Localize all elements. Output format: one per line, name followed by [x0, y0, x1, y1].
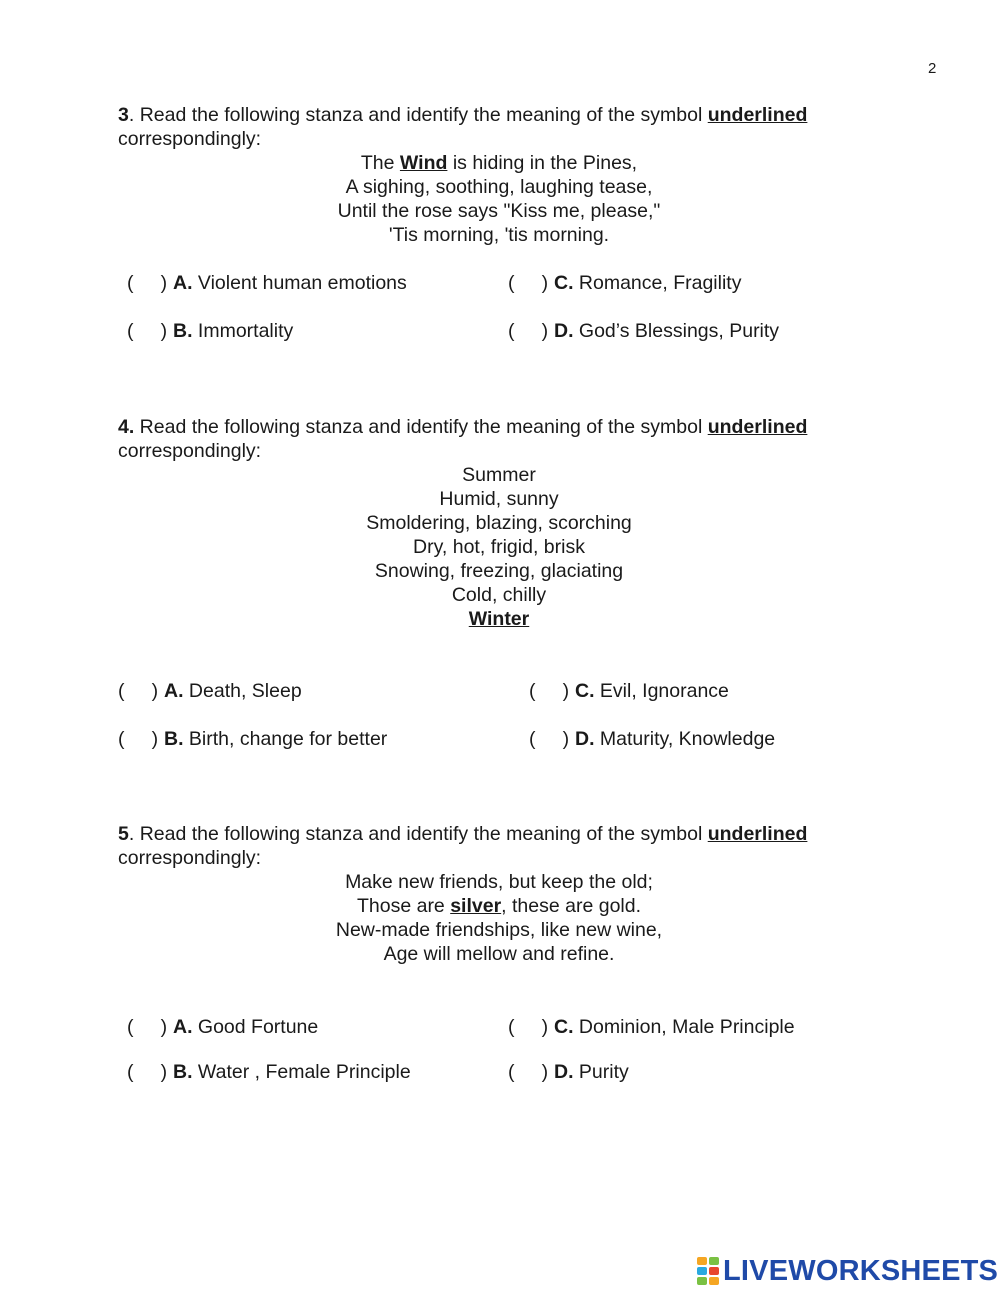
stanza-line: Cold, chilly [451, 584, 547, 606]
question-4-option-b[interactable]: ( ) B. Birth, change for better [118, 728, 388, 750]
answer-blank[interactable]: ( ) [118, 728, 159, 750]
answer-blank[interactable]: ( ) [508, 272, 549, 294]
question-5-number: 5 [118, 823, 129, 845]
question-5-stanza [0, 870, 998, 966]
question-5-option-c[interactable]: ( ) C. Dominion, Male Principle [508, 1016, 795, 1038]
answer-blank[interactable]: ( ) [127, 272, 168, 294]
stanza-line: Smoldering, blazing, scorching [366, 512, 632, 534]
answer-blank[interactable]: ( ) [127, 1061, 168, 1083]
question-3-stanza [0, 151, 998, 247]
question-3-prompt [118, 103, 888, 151]
question-4-option-a[interactable]: ( ) A. Death, Sleep [118, 680, 302, 702]
question-3-tail: correspondingly: [118, 128, 262, 150]
question-5-option-a[interactable]: ( ) A. Good Fortune [127, 1016, 319, 1038]
answer-blank[interactable]: ( ) [508, 1061, 549, 1083]
answer-blank[interactable]: ( ) [529, 680, 570, 702]
answer-blank[interactable]: ( ) [127, 1016, 168, 1038]
question-3-option-b[interactable]: ( ) B. Immortality [127, 320, 294, 342]
stanza-line: Make new friends, but keep the old; [345, 871, 653, 893]
liveworksheets-logo-icon [697, 1257, 719, 1285]
question-5-text: . Read the following stanza and identify the meaning of the symbol [128, 823, 708, 845]
question-3-option-c[interactable]: ( ) C. Romance, Fragility [508, 272, 742, 294]
symbol-underlined: Wind [399, 152, 448, 174]
answer-blank[interactable]: ( ) [508, 320, 549, 342]
stanza-line: Summer [462, 464, 536, 486]
page-number: 2 [928, 60, 937, 77]
stanza-line: Age will mellow and refine. [383, 943, 615, 965]
question-5-option-d[interactable]: ( ) D. Purity [508, 1061, 629, 1083]
question-5-prompt [118, 822, 888, 870]
answer-blank[interactable]: ( ) [127, 320, 168, 342]
question-5-tail: correspondingly: [118, 847, 262, 869]
question-3-option-a[interactable]: ( ) A. Violent human emotions [127, 272, 407, 294]
question-4-option-c[interactable]: ( ) C. Evil, Ignorance [529, 680, 729, 702]
stanza-line: Dry, hot, frigid, brisk [413, 536, 585, 558]
question-4-stanza [0, 463, 998, 631]
symbol-underlined: Winter [468, 608, 530, 630]
question-3-number: 3 [118, 104, 129, 126]
question-4-option-d[interactable]: ( ) D. Maturity, Knowledge [529, 728, 776, 750]
question-4-tail: correspondingly: [118, 440, 262, 462]
stanza-line [0, 607, 998, 631]
answer-blank[interactable]: ( ) [118, 680, 159, 702]
stanza-line: Those are silver, these are gold. [356, 895, 642, 917]
stanza-line: 'Tis morning, 'tis morning. [388, 224, 610, 246]
liveworksheets-logo-text: LIVEWORKSHEETS [723, 1254, 999, 1287]
question-5-option-b[interactable]: ( ) B. Water , Female Principle [127, 1061, 411, 1083]
liveworksheets-logo [697, 1253, 998, 1289]
question-4-text: Read the following stanza and identify the meaning of the symbol [134, 416, 708, 438]
underlined-keyword: underlined [707, 104, 808, 126]
stanza-line: New-made friendships, like new wine, [335, 919, 663, 941]
underlined-keyword: underlined [707, 823, 808, 845]
stanza-line: Humid, sunny [439, 488, 559, 510]
stanza-line: Until the rose says "Kiss me, please," [337, 200, 661, 222]
question-3-option-d[interactable]: ( ) D. God’s Blessings, Purity [508, 320, 780, 342]
stanza-line: Snowing, freezing, glaciating [374, 560, 624, 582]
symbol-underlined: silver [450, 895, 502, 917]
question-3-text: . Read the following stanza and identify the meaning of the symbol [128, 104, 708, 126]
question-4-prompt [118, 415, 888, 463]
answer-blank[interactable]: ( ) [529, 728, 570, 750]
stanza-line: A sighing, soothing, laughing tease, [345, 176, 653, 198]
stanza-line: The Wind is hiding in the Pines, [360, 152, 638, 174]
underlined-keyword: underlined [707, 416, 808, 438]
answer-blank[interactable]: ( ) [508, 1016, 549, 1038]
question-4-number: 4. [118, 416, 135, 438]
